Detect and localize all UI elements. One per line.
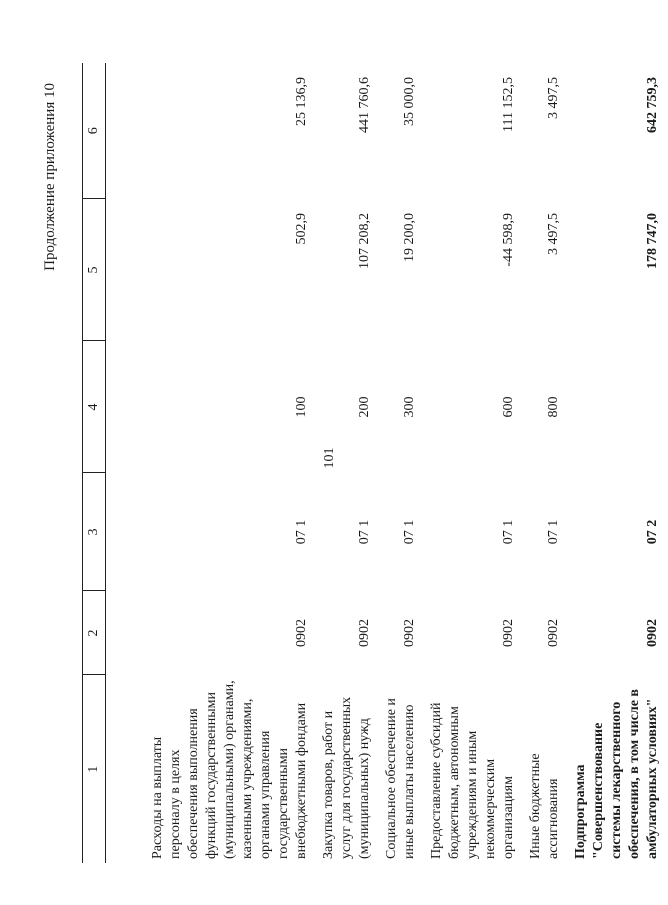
rotated-content (42, 63, 660, 863)
row-target-code: 07 1 (402, 519, 417, 545)
col-header-6: 6 (83, 63, 106, 199)
row-section-code: 0902 (546, 619, 561, 647)
subprogram-label: Подпрограмма (573, 764, 588, 859)
subprogram-row (569, 63, 668, 863)
row-name: Социальное обеспечение и иные выплаты населению (384, 698, 417, 859)
table-row (146, 63, 317, 863)
col-header-2: 2 (83, 591, 106, 675)
row-name: Предоставление субсидий бюджетным, автономным учреждениям и иным некоммерческим организациям (429, 702, 516, 859)
row-expense-type: 600 (501, 396, 516, 418)
subprogram-amount-col5: 178 747,0 (645, 213, 660, 269)
row-amount-col6: 35 000,0 (402, 77, 417, 126)
row-amount-col5: 19 200,0 (402, 213, 417, 262)
row-section-code: 0902 (501, 619, 516, 647)
page-number: 101 (322, 447, 337, 469)
row-amount-col6: 441 760,6 (357, 77, 372, 133)
col-header-5: 5 (83, 199, 106, 341)
row-section-code: 0902 (294, 619, 309, 647)
subprogram-section-code: 0902 (645, 619, 660, 647)
row-amount-col5: 107 208,2 (357, 213, 372, 269)
subprogram-expense-type (569, 341, 668, 473)
row-amount-col5: -44 598,9 (501, 213, 516, 267)
row-target-code: 07 1 (357, 519, 372, 545)
table-spacer-row (106, 63, 147, 863)
subprogram-title: "Совершенствование системы лекарственного обеспечения, в том числе в амбулаторных условиях" (591, 689, 660, 859)
col-header-1: 1 (83, 675, 106, 863)
row-section-code: 0902 (357, 619, 372, 647)
table-row (317, 63, 380, 863)
row-amount-col6: 25 136,9 (294, 77, 309, 126)
table-row (524, 63, 569, 863)
row-expense-type: 100 (294, 396, 309, 418)
row-amount-col6: 3 497,5 (546, 77, 561, 119)
row-name: Расходы на выплаты персоналу в целях обеспечения выполнения функций государственными (муниципальными) органами, казенными учреждениями, органами управления государственными внебюджетными фондами (150, 680, 309, 859)
row-name: Закупка товаров, работ и услуг для государственных (муниципальных) нужд (321, 696, 372, 859)
col-header-4: 4 (83, 341, 106, 473)
row-expense-type: 800 (546, 396, 561, 418)
row-amount-col6: 111 152,5 (501, 77, 516, 132)
row-target-code: 07 1 (546, 519, 561, 545)
col-header-3: 3 (83, 473, 106, 591)
continuation-label: Продолжение приложения 10 (42, 83, 58, 271)
table-row (380, 63, 425, 863)
row-amount-col5: 3 497,5 (546, 213, 561, 255)
row-expense-type: 200 (357, 396, 372, 418)
table-row (425, 63, 524, 863)
row-target-code: 07 1 (501, 519, 516, 545)
row-section-code: 0902 (402, 619, 417, 647)
subprogram-amount-col6: 642 759,3 (645, 77, 660, 133)
table-header-row (83, 63, 106, 863)
row-amount-col5: 502,9 (294, 213, 309, 245)
subprogram-name (569, 675, 668, 863)
row-target-code: 07 1 (294, 519, 309, 545)
row-expense-type: 300 (402, 396, 417, 418)
subprogram-target-code: 07 2 (645, 519, 660, 545)
row-name: Иные бюджетные ассигнования (528, 753, 561, 859)
budget-table (82, 63, 668, 863)
